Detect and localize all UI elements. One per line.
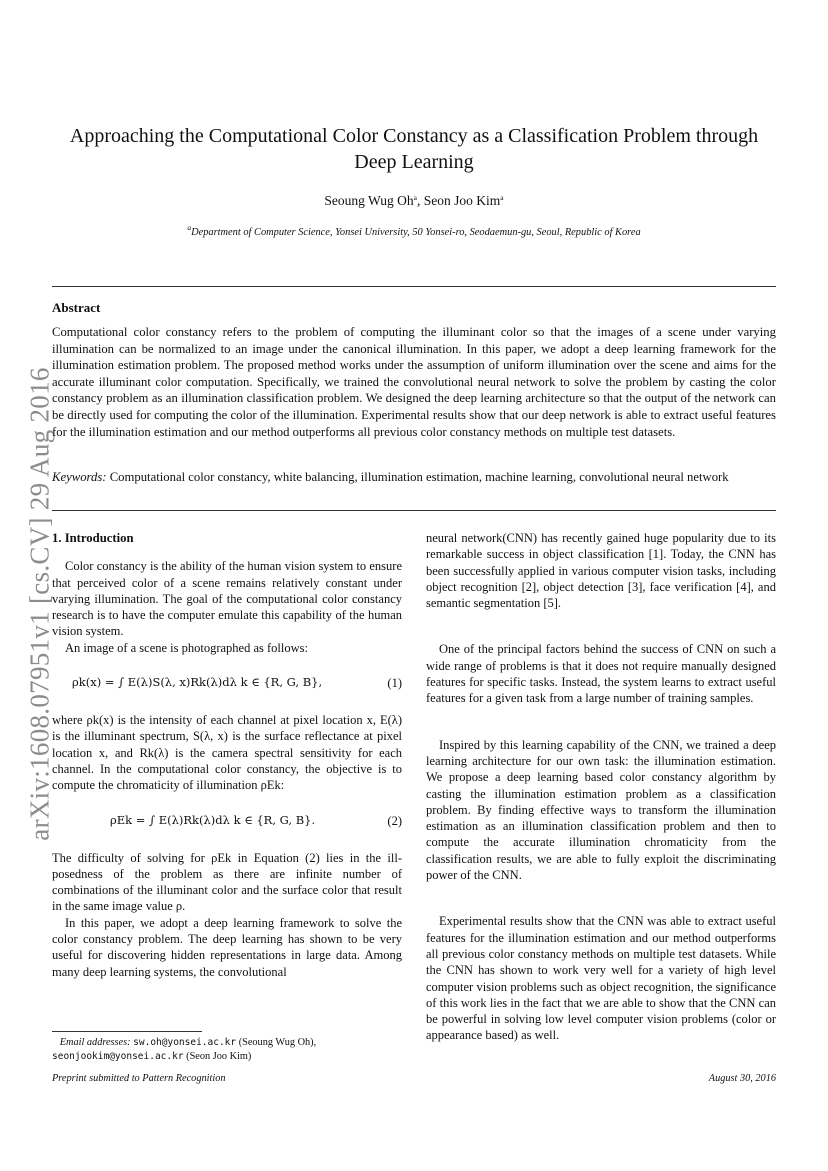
paragraph: Experimental results show that the CNN was able to extract useful features for the illumination estimation and our method outperforms all previous color constancy methods on multiple test datasets. While the CNN has shown to work very well for a variety of high level computer vision problems such as object recognition, the significance of this work lies in the fact that we are able to show that the CNN can be powerful in solving low level computer vision problems (color or appearance based) as well. <box>426 914 776 1043</box>
paragraph: Color constancy is the ability of the human vision system to ensure that perceived color of a scene remains relatively constant under varying illumination. The goal of the computational color constancy research is to have the computer emulate this capability of the human vision system. <box>52 559 402 639</box>
paper-title: Approaching the Computational Color Constancy as a Classification Problem through Deep Learning <box>69 125 759 173</box>
equation-number: (1) <box>387 676 402 691</box>
footnote-rule <box>52 1031 202 1032</box>
paragraph: One of the principal factors behind the success of CNN on such a wide range of problems is that it does not require manually designed features for specific tasks. Instead, the system learns to extract useful features for a given task from a large number of training samples. <box>426 642 776 706</box>
abstract-text: Computational color constancy refers to the problem of computing the illuminant color so that the images of a scene under varying illumination can be normalized to an image under the canonical illumination. In this paper, we adopt a deep learning framework for the illumination estimation problem. The proposed method works under the assumption of uniform illumination over the scene and aims for the accurate illuminant color computation. Specifically, we trained the convolutional neural network to solve the problem by casting the color constancy problem as an illumination classification problem. We designed the deep learning architecture so that the output of the network can be directly used for computing the color of the illumination. Experimental results show that our deep network is able to extract useful features for the illumination estimation and our method outperforms all previous color constancy methods on multiple test datasets. <box>52 325 776 439</box>
abstract-heading: Abstract <box>52 300 101 315</box>
footnote-name: (Seoung Wug Oh), <box>238 1037 317 1048</box>
left-column <box>52 530 402 980</box>
preprint-note: Preprint submitted to Pattern Recognition <box>52 1073 226 1084</box>
author-name: Seon Joo Kim <box>423 193 501 208</box>
affiliation <box>60 223 768 238</box>
arxiv-stamp: arXiv:1608.07951v1 [cs.CV] 29 Aug 2016 <box>24 367 55 841</box>
author-name: Seoung Wug Oh <box>324 193 414 208</box>
divider <box>52 286 776 287</box>
section-heading: 1. Introduction <box>52 531 134 545</box>
preprint-date: August 30, 2016 <box>708 1073 776 1084</box>
affiliation-mark: a <box>187 223 192 232</box>
email-link[interactable]: seonjookim@yonsei.ac.kr <box>52 1051 184 1062</box>
equation-body: ρEk = ∫ E(λ)Rk(λ)dλ k ∈ {R, G, B}. <box>110 812 316 827</box>
author-separator: , <box>416 193 424 208</box>
paragraph: where ρk(x) is the intensity of each channel at pixel location x, E(λ) is the illuminant spectrum, S(λ, x) is the surface reflectance at pixel location x, and Rk(λ) is the camera spectral sensitivity for each channel. In the computational color constancy, the objective is to compute the chromaticity of illumination ρEk: <box>52 713 402 793</box>
equation-2 <box>52 804 402 840</box>
equation-1 <box>52 666 402 702</box>
affiliation-mark: a <box>500 193 504 202</box>
equation-number: (2) <box>387 813 402 828</box>
keywords-label: Keywords: <box>52 470 107 484</box>
affiliation-text: Department of Computer Science, Yonsei University, 50 Yonsei-ro, Seodaemun-gu, Seoul, Republic of Korea <box>191 227 641 238</box>
right-column <box>426 530 776 1044</box>
paragraph: The difficulty of solving for ρEk in Equation (2) lies in the ill-posedness of the problem as there are infinite number of combinations of the illuminant color and the surface color that result in the same image value ρ. <box>52 850 402 914</box>
paragraph: An image of a scene is photographed as follows: <box>65 640 308 655</box>
footnote-label: Email addresses: <box>59 1037 131 1048</box>
equation-body: ρk(x) = ∫ E(λ)S(λ, x)Rk(λ)dλ k ∈ {R, G, B}, <box>72 675 323 690</box>
keywords-text: Computational color constancy, white balancing, illumination estimation, machine learning, convolutional neural network <box>109 470 729 484</box>
paragraph: Inspired by this learning capability of the CNN, we trained a deep learning architecture for our own task: the illumination estimation. We propose a deep learning based color constancy algorithm by casting the illumination estimation problem as a classification problem. By finding effective ways to transform the illumination estimation as an illumination classification problem and then to compute the accurate illumination chromaticity from the classification results, we are able to fully exploit the discriminating power of the CNN. <box>426 737 776 883</box>
paragraph: neural network(CNN) has recently gained huge popularity due to its remarkable success in object classification [1]. Today, the CNN has been successfully applied in various computer vision tasks, including object recognition [2], object detection [3], face verification [4], and semantic segmentation [5]. <box>426 531 776 611</box>
paragraph: In this paper, we adopt a deep learning framework to solve the color constancy problem. The deep learning has shown to be very useful for discovering hidden representations in large data. Among many deep learning systems, the convolutional <box>52 915 402 979</box>
keywords <box>52 469 776 486</box>
email-link[interactable]: sw.oh@yonsei.ac.kr <box>133 1037 237 1048</box>
footnote <box>52 1036 422 1064</box>
footnote-name: (Seon Joo Kim) <box>186 1051 252 1062</box>
author-line <box>60 193 768 209</box>
affiliation-mark: a <box>413 193 417 202</box>
divider <box>52 510 776 511</box>
